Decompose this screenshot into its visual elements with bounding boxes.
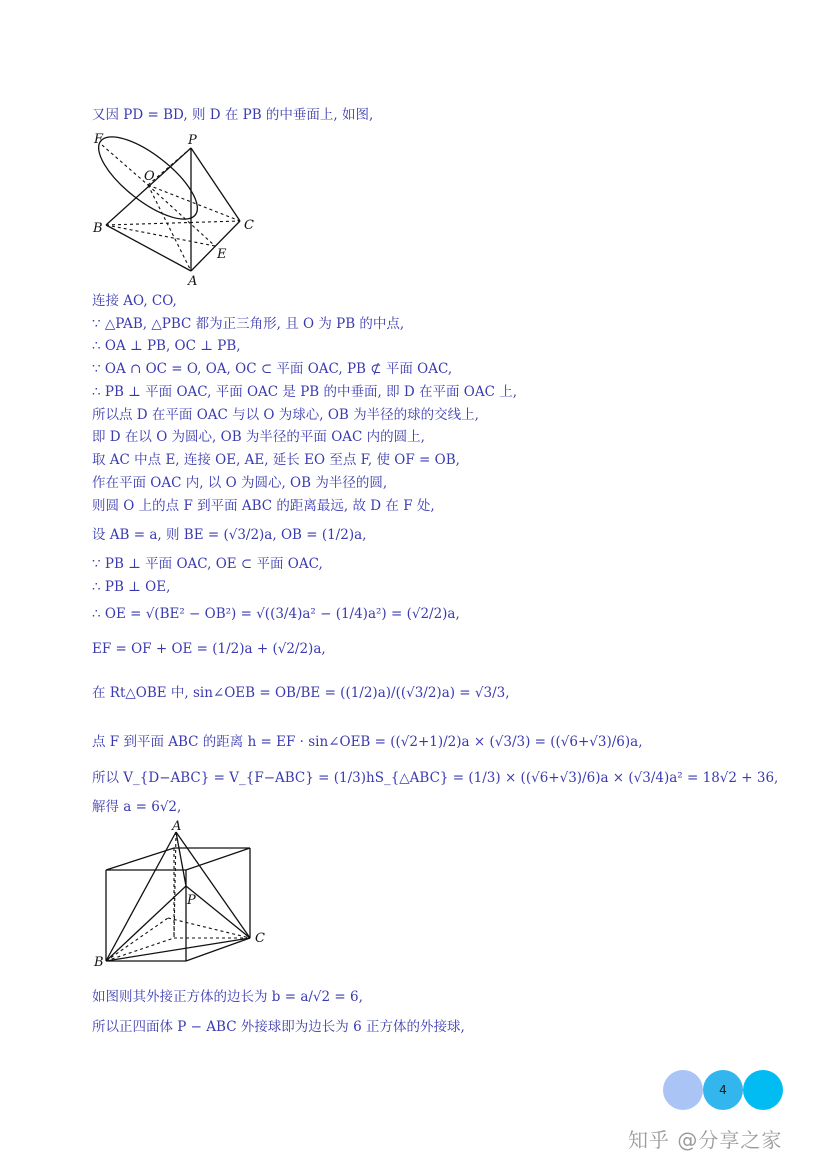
label-B: B	[93, 221, 103, 236]
text-line-10: 作在平面 OAC 内, 以 O 为圆心, OB 为半径的圆,	[92, 475, 388, 491]
label-O: O	[144, 169, 155, 184]
figure-cube-tetrahedron	[90, 818, 280, 978]
text-line-4: ∴ OA ⊥ PB, OC ⊥ PB,	[92, 338, 241, 354]
text-line-13: ∵ PB ⊥ 平面 OAC, OE ⊂ 平面 OAC,	[92, 556, 323, 572]
text-line-5: ∵ OA ∩ OC = O, OA, OC ⊂ 平面 OAC, PB ⊄ 平面 OAC,	[92, 361, 453, 377]
text-line-1: 又因 PD = BD, 则 D 在 PB 的中垂面上, 如图,	[92, 107, 374, 123]
label-C2: C	[255, 931, 265, 946]
label-C: C	[244, 218, 254, 233]
text-line-17: 在 Rt△OBE 中, sin∠OEB = OB/BE = ((1/2)a)/((√3/2)a) = √3/3,	[92, 685, 510, 701]
text-line-20: 解得 a = 6√2,	[92, 799, 182, 815]
text-line-14: ∴ PB ⊥ OE,	[92, 579, 171, 595]
text-line-11: 则圆 O 上的点 F 到平面 ABC 的距离最远, 故 D 在 F 处,	[92, 498, 435, 514]
label-E: E	[217, 247, 227, 262]
label-A: A	[188, 274, 198, 288]
text-line-6: ∴ PB ⊥ 平面 OAC, 平面 OAC 是 PB 的中垂面, 即 D 在平面 OAC 上,	[92, 384, 518, 400]
page-number: 4	[719, 1083, 727, 1097]
text-line-9: 取 AC 中点 E, 连接 OE, AE, 延长 EO 至点 F, 使 OF = OB,	[92, 452, 460, 468]
figure-2-svg	[90, 818, 280, 978]
label-P: P	[188, 133, 197, 148]
text-line-21: 如图则其外接正方体的边长为 b = a/√2 = 6,	[92, 989, 363, 1005]
page-indicator	[663, 1070, 783, 1110]
text-line-19: 所以 V_{D−ABC} = V_{F−ABC} = (1/3)hS_{△ABC} = (1/3) × ((√6+√3)/6)a × (√3/4)a² = 18√2 + 36,	[92, 770, 779, 786]
text-line-12: 设 AB = a, 则 BE = (√3/2)a, OB = (1/2)a,	[92, 527, 367, 543]
text-line-22: 所以正四面体 P − ABC 外接球即为边长为 6 正方体的外接球,	[92, 1019, 465, 1035]
label-F: F	[94, 132, 104, 147]
label-P2: P	[187, 893, 196, 908]
text-line-2: 连接 AO, CO,	[92, 293, 177, 309]
watermark: 知乎 @分享之家	[628, 1128, 783, 1152]
text-line-3: ∵ △PAB, △PBC 都为正三角形, 且 O 为 PB 的中点,	[92, 316, 405, 332]
figure-tetrahedron-sphere	[88, 128, 268, 288]
label-B2: B	[94, 955, 104, 970]
text-line-15: ∴ OE = √(BE² − OB²) = √((3/4)a² − (1/4)a²) = (√2/2)a,	[92, 606, 460, 622]
text-line-18: 点 F 到平面 ABC 的距离 h = EF · sin∠OEB = ((√2+1)/2)a × (√3/3) = ((√6+√3)/6)a,	[92, 734, 643, 750]
label-A2: A	[172, 819, 182, 834]
figure-1-svg	[88, 128, 268, 288]
pager-dot-right	[743, 1070, 783, 1110]
pager-dot-left	[663, 1070, 703, 1110]
text-line-16: EF = OF + OE = (1/2)a + (√2/2)a,	[92, 641, 326, 657]
text-line-8: 即 D 在以 O 为圆心, OB 为半径的平面 OAC 内的圆上,	[92, 429, 425, 445]
text-line-7: 所以点 D 在平面 OAC 与以 O 为球心, OB 为半径的球的交线上,	[92, 407, 479, 423]
